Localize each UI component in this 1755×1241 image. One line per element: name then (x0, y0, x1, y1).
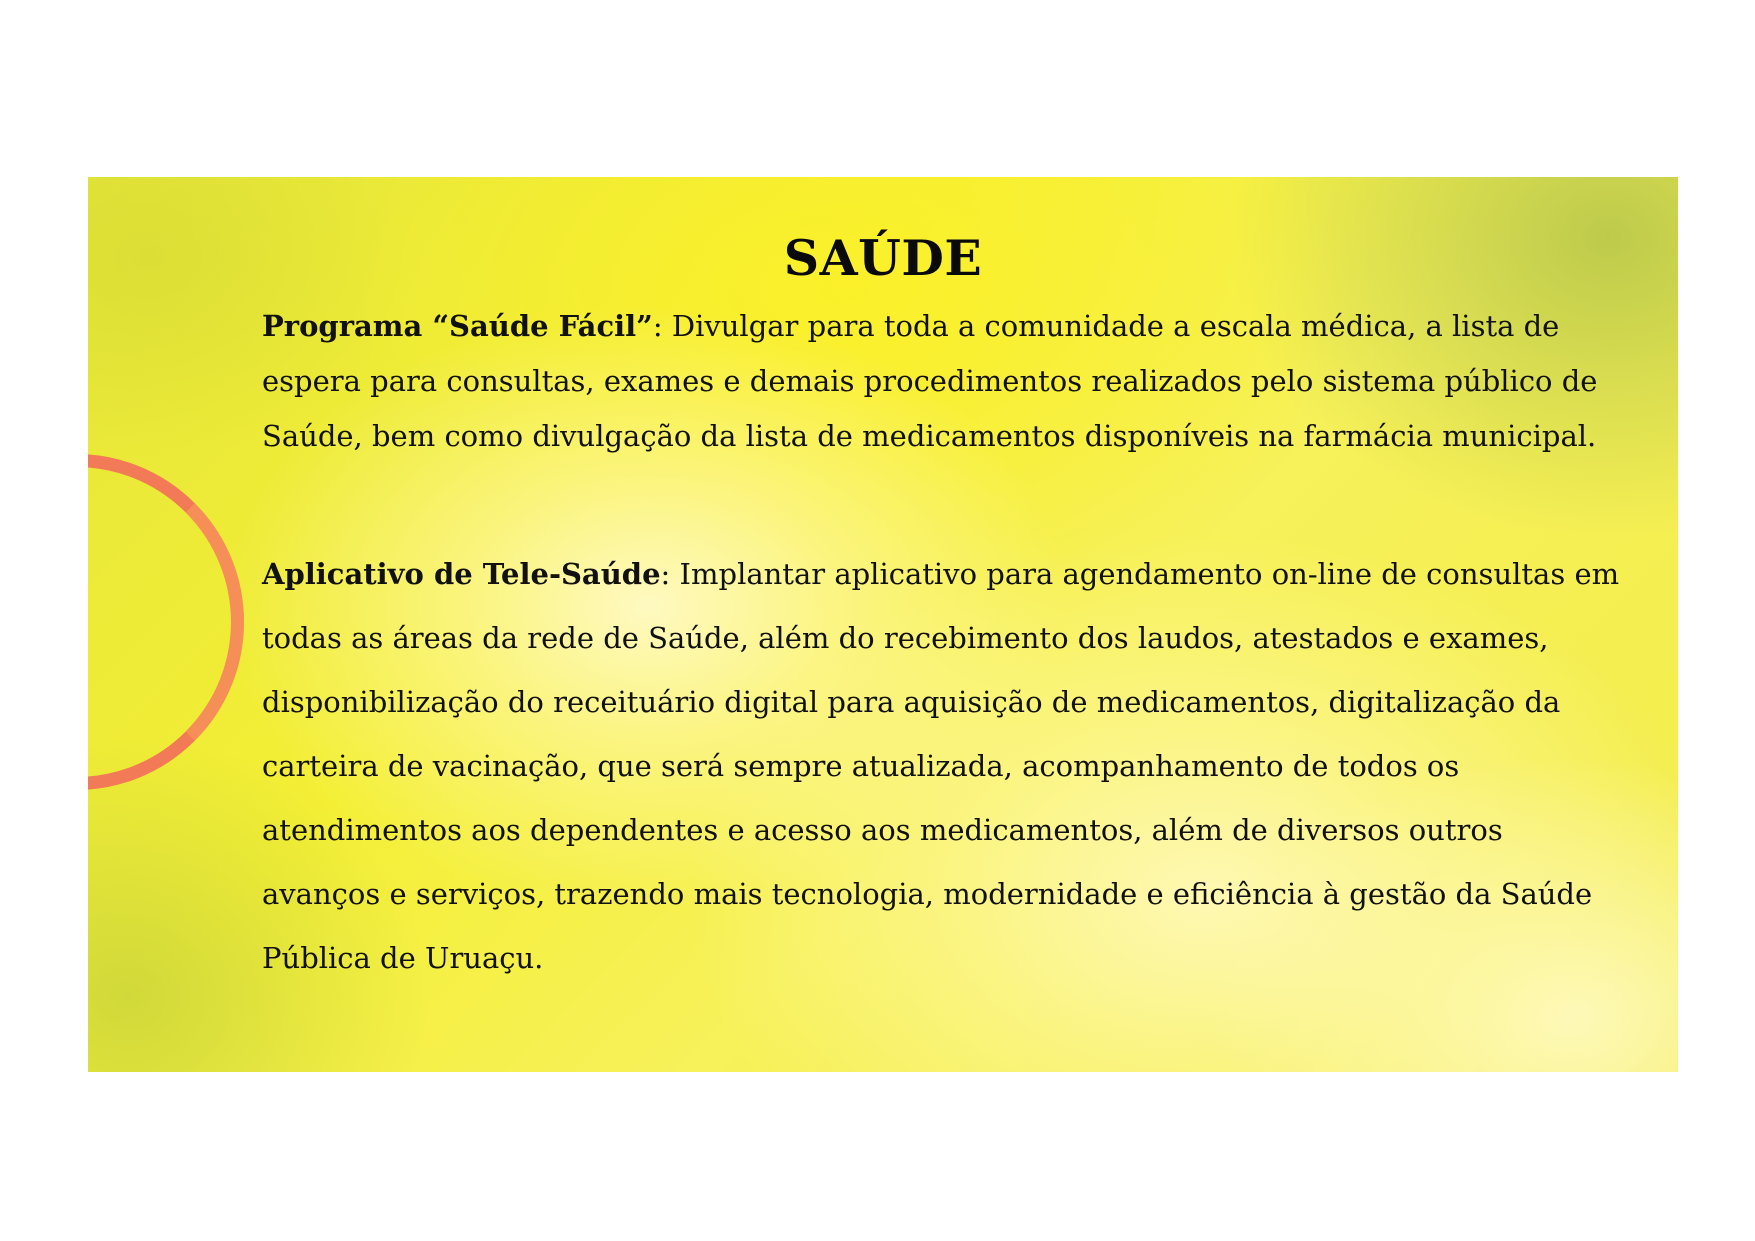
item-saude-facil (262, 299, 1622, 464)
decorative-ring (88, 454, 244, 790)
item-text: Divulgar para toda a comunidade a escala médica, a lista de espera para consultas, exames e demais procedimentos realizados pelo sistema público de Saúde, bem como divulgação da lista de medicamentos disponíveis na farmácia municipal. (262, 309, 1598, 453)
item-tele-saude (262, 542, 1622, 990)
item-heading: Programa “Saúde Fácil” (262, 309, 653, 343)
slide-title: SAÚDE (783, 229, 983, 287)
item-text: Implantar aplicativo para agendamento on-line de consultas em todas as áreas da rede de Saúde, além do recebimento dos laudos, atestados e exames, disponibilização do receituário digital para aquisição de medicamentos, digitalização da carteira de vacinação, que será sempre atualizada, acompanhamento de todos os atendimentos aos dependentes e acesso aos medicamentos, além de diversos outros avanços e serviços, trazendo mais tecnologia, modernidade e eficiência à gestão da Saúde Pública de Uruaçu. (262, 557, 1620, 975)
item-heading: Aplicativo de Tele-Saúde (262, 557, 661, 591)
item-separator: : (652, 309, 672, 343)
item-separator: : (660, 557, 680, 591)
slide-panel (88, 177, 1678, 1072)
